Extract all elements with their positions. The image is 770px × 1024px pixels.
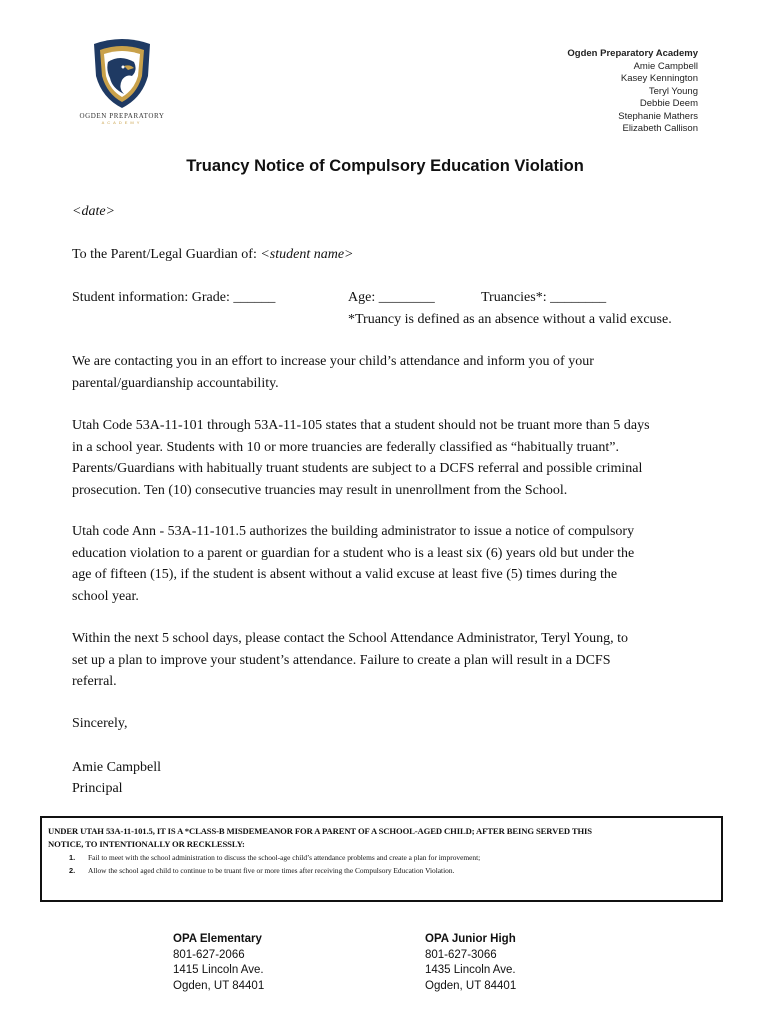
paragraph-intro [72,351,594,394]
notice-item-number: 2. [69,866,76,875]
staff-member: Debbie Deem [639,98,698,109]
student-truancies: Truancies*: ________ [481,290,607,305]
campus-address: 1415 Lincoln Ave. [173,964,264,976]
campus-city: Ogden, UT 84401 [173,979,265,992]
notice-heading [48,825,715,851]
paragraph-line: Within the next 5 school days, please contact the School Attendance Administrator, Teryl Young, to [72,631,628,646]
campus-city: Ogden, UT 84401 [425,979,517,992]
campus-address: 1435 Lincoln Ave. [425,964,516,976]
signer-name: Amie Campbell [72,760,162,775]
notice-heading-line: UNDER UTAH 53A-11-101.5, IT IS A *CLASS-B MISDEMEANOR FOR A PARENT OF A SCHOOL-AGED CHILD; AFTER BEING SERVED THIS [48,826,592,836]
truancy-footnote: *Truancy is defined as an absence without a valid excuse. [348,312,672,327]
staff-member: Stephanie Mathers [618,110,698,122]
eagle-shield-icon [72,36,172,112]
campus-name: OPA Junior High [425,933,516,945]
paragraph-line: age of fifteen (15), if the student is absent without a valid excuse at least five (5) times during the [72,567,618,582]
student-age: Age: ________ [348,290,435,305]
campus-phone: 801-627-2066 [173,948,245,961]
notice-item-number: 1. [69,853,76,862]
paragraph-line: set up a plan to improve your student’s attendance. Failure to create a plan will result in a DCFS [72,652,611,668]
paragraph-contact [72,628,628,693]
paragraph-line: referral. [72,674,117,689]
legal-notice-box [40,816,723,902]
school-name: Ogden Preparatory Academy [567,48,698,59]
recipient-prefix: To the Parent/Legal Guardian of: [72,247,261,262]
paragraph-utah-code [72,415,650,501]
notice-item [48,851,715,864]
staff-member: Kasey Kennington [620,73,698,84]
recipient-line [72,244,354,266]
student-name-placeholder: <student name> [260,247,354,262]
logo-wordmark: OGDEN PREPARATORY [79,112,165,120]
campus-phone: 801-627-3066 [425,948,497,961]
paragraph-line: parental/guardianship accountability. [72,375,279,391]
notice-item-text: Fail to meet with the school administration to discuss the school-age child’s attendance problems and create a plan for improvement; [88,853,481,862]
paragraph-line: education violation to a parent or guardian for a student who is a least six (6) years old but under the [72,545,635,561]
campus-name: OPA Elementary [173,933,262,945]
date-placeholder: <date> [72,204,115,219]
paragraph-line: Parents/Guardians with habitually truant students are subject to a DCFS referral and possible criminal [72,461,643,476]
paragraph-line: school year. [72,588,139,604]
paragraph-utah-code-ann [72,521,634,607]
staff-list [567,48,698,136]
paragraph-line: Utah code Ann - 53A-11-101.5 authorizes the building administrator to issue a notice of compulsory [72,524,635,539]
notice-item-text: Allow the school aged child to continue to be truant five or more times after receiving the Compulsory Education Violation. [88,866,455,875]
notice-item [48,864,715,877]
campus-junior-high [425,932,516,994]
staff-member: Teryl Young [648,85,698,97]
closing: Sincerely, [72,716,128,731]
logo-subtext: ACADEMY [101,120,143,125]
page-title: Truancy Notice of Compulsory Education Violation [186,157,584,175]
notice-heading-line: NOTICE, TO INTENTIONALLY OR RECKLESSLY: [48,839,245,849]
notice-list [48,851,715,877]
staff-member: Elizabeth Callison [622,123,698,134]
paragraph-line: in a school year. Students with 10 or more truancies are federally classified as “habitually truant”. [72,439,619,455]
paragraph-line: Utah Code 53A-11-101 through 53A-11-105 states that a student should not be truant more than 5 days [72,418,650,433]
student-grade: Student information: Grade: ______ [72,290,276,305]
paragraph-line: We are contacting you in an effort to increase your child’s attendance and inform you of your [72,354,594,369]
paragraph-line: prosecution. Ten (10) consecutive truancies may result in unenrollment from the School. [72,482,568,498]
school-logo [72,36,172,128]
staff-member: Amie Campbell [633,60,698,72]
signer-title: Principal [72,781,123,796]
campus-elementary [173,932,264,994]
